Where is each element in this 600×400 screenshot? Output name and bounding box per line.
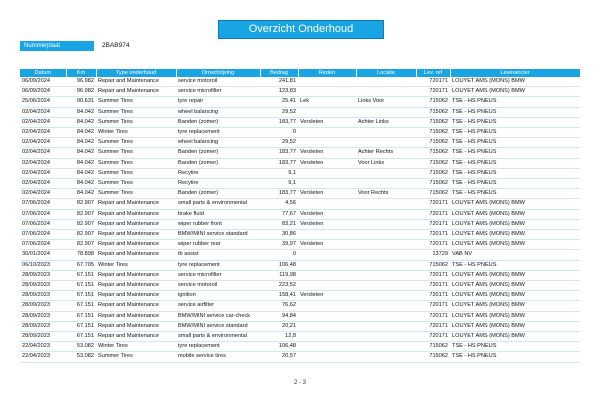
cell-reason	[298, 230, 356, 240]
cell-km: 67.151	[66, 311, 96, 321]
cell-km: 96.982	[66, 77, 96, 87]
table-row	[20, 97, 580, 107]
cell-type: Summer Tires	[96, 107, 176, 117]
cell-reason	[298, 199, 356, 209]
cell-location	[356, 321, 416, 331]
cell-supplier: TSE - HS PNEUS	[450, 342, 580, 352]
column-header-amount: Bedrag	[260, 69, 298, 77]
table-row	[20, 311, 580, 321]
cell-reason: Versleten	[298, 240, 356, 250]
table-row	[20, 321, 580, 331]
cell-description: wiper rubber front	[176, 219, 260, 229]
cell-description: Banden (zomer)	[176, 148, 260, 158]
maintenance-table	[20, 69, 581, 363]
cell-description: ignition	[176, 291, 260, 301]
cell-supplier: TSE - HS PNEUS	[450, 189, 580, 199]
cell-km: 82.907	[66, 209, 96, 219]
cell-location: Achter Rechts	[356, 148, 416, 158]
cell-description: tb assist	[176, 250, 260, 260]
cell-supplier-ref: 715062	[416, 179, 450, 189]
cell-description: tyre repair	[176, 97, 260, 107]
cell-supplier: TSE - HS PNEUS	[450, 179, 580, 189]
cell-reason	[298, 260, 356, 270]
cell-supplier-ref: 720171	[416, 199, 450, 209]
cell-supplier-ref: 715062	[416, 189, 450, 199]
cell-reason	[298, 342, 356, 352]
cell-supplier: LOUYET AMS (MONS) BMW	[450, 332, 580, 342]
cell-description: Recytire	[176, 179, 260, 189]
cell-description: Banden (zomer)	[176, 158, 260, 168]
table-row	[20, 179, 580, 189]
cell-location	[356, 260, 416, 270]
cell-amount: 241,81	[260, 77, 298, 87]
cell-km: 84.042	[66, 168, 96, 178]
cell-amount: 20,21	[260, 321, 298, 331]
cell-supplier-ref: 720171	[416, 209, 450, 219]
cell-type: Repair and Maintenance	[96, 77, 176, 87]
cell-reason	[298, 311, 356, 321]
cell-supplier: LOUYET AMS (MONS) BMW	[450, 281, 580, 291]
cell-supplier-ref: 720171	[416, 230, 450, 240]
cell-description: brake fluid	[176, 209, 260, 219]
cell-reason	[298, 107, 356, 117]
cell-date: 28/09/2023	[20, 321, 66, 331]
cell-amount: 123,83	[260, 87, 298, 97]
cell-description: small parts & environmental	[176, 199, 260, 209]
table-row	[20, 199, 580, 209]
table-row	[20, 240, 580, 250]
cell-amount: 183,77	[260, 189, 298, 199]
cell-reason	[298, 281, 356, 291]
cell-location	[356, 138, 416, 148]
cell-amount: 29,52	[260, 107, 298, 117]
cell-supplier-ref: 715062	[416, 168, 450, 178]
cell-location	[356, 219, 416, 229]
cell-date: 06/09/2024	[20, 77, 66, 87]
cell-reason	[298, 250, 356, 260]
cell-type: Repair and Maintenance	[96, 230, 176, 240]
cell-date: 07/06/2024	[20, 209, 66, 219]
cell-km: 67.705	[66, 260, 96, 270]
cell-km: 90.631	[66, 97, 96, 107]
cell-km: 84.042	[66, 148, 96, 158]
cell-location	[356, 342, 416, 352]
cell-location	[356, 240, 416, 250]
cell-type: Summer Tires	[96, 97, 176, 107]
table-row	[20, 291, 580, 301]
cell-supplier-ref: 715062	[416, 107, 450, 117]
cell-supplier-ref: 715062	[416, 148, 450, 158]
cell-type: Repair and Maintenance	[96, 87, 176, 97]
cell-amount: 158,41	[260, 291, 298, 301]
table-row	[20, 148, 580, 158]
cell-amount: 119,98	[260, 270, 298, 280]
column-header-description: Omschrijving	[176, 69, 260, 77]
cell-description: BMW/MINI service standard	[176, 230, 260, 240]
cell-amount: 39,97	[260, 240, 298, 250]
table-row	[20, 87, 580, 97]
cell-km: 53.082	[66, 342, 96, 352]
cell-supplier-ref: 720171	[416, 301, 450, 311]
cell-location	[356, 209, 416, 219]
cell-location	[356, 311, 416, 321]
cell-reason: Versleten	[298, 158, 356, 168]
cell-amount: 9,1	[260, 179, 298, 189]
cell-location	[356, 230, 416, 240]
cell-km: 82.907	[66, 230, 96, 240]
cell-description: Banden (zomer)	[176, 189, 260, 199]
cell-location	[356, 107, 416, 117]
cell-reason: Versleten	[298, 148, 356, 158]
cell-supplier: TSE - HS PNEUS	[450, 117, 580, 127]
cell-description: tyre replacement	[176, 260, 260, 270]
cell-type: Repair and Maintenance	[96, 270, 176, 280]
column-header-type: Type onderhoud	[96, 69, 176, 77]
cell-type: Repair and Maintenance	[96, 281, 176, 291]
cell-supplier-ref: 715062	[416, 117, 450, 127]
cell-description: BMW/MINI service standard	[176, 321, 260, 331]
cell-location	[356, 352, 416, 362]
cell-type: Winter Tires	[96, 260, 176, 270]
cell-date: 07/06/2024	[20, 219, 66, 229]
cell-reason: Versleten	[298, 291, 356, 301]
cell-reason	[298, 332, 356, 342]
cell-reason	[298, 301, 356, 311]
cell-supplier: LOUYET AMS (MONS) BMW	[450, 87, 580, 97]
table-header-row	[20, 69, 580, 77]
cell-reason: Versleten	[298, 189, 356, 199]
column-header-reason: Reden	[298, 69, 356, 77]
cell-type: Repair and Maintenance	[96, 209, 176, 219]
cell-amount: 76,62	[260, 301, 298, 311]
cell-description: service microfilter	[176, 270, 260, 280]
cell-supplier: TSE - HS PNEUS	[450, 107, 580, 117]
cell-description: service airfilter	[176, 301, 260, 311]
cell-location	[356, 250, 416, 260]
cell-description: small parts & environmental	[176, 332, 260, 342]
cell-reason: Versleten	[298, 209, 356, 219]
cell-supplier-ref: 720171	[416, 270, 450, 280]
cell-km: 96.982	[66, 87, 96, 97]
table-row	[20, 250, 580, 260]
cell-location	[356, 179, 416, 189]
cell-km: 82.907	[66, 219, 96, 229]
cell-supplier-ref: 720171	[416, 219, 450, 229]
cell-description: wheel balancing	[176, 138, 260, 148]
table-row	[20, 209, 580, 219]
cell-supplier-ref: 720171	[416, 332, 450, 342]
table-row	[20, 168, 580, 178]
cell-reason	[298, 270, 356, 280]
cell-type: Repair and Maintenance	[96, 240, 176, 250]
cell-reason: Lek	[298, 97, 356, 107]
cell-date: 28/09/2023	[20, 311, 66, 321]
cell-type: Repair and Maintenance	[96, 301, 176, 311]
cell-supplier-ref: 715062	[416, 97, 450, 107]
cell-km: 67.151	[66, 301, 96, 311]
cell-supplier-ref: 715062	[416, 128, 450, 138]
cell-km: 53.082	[66, 352, 96, 362]
cell-supplier-ref: 715062	[416, 352, 450, 362]
table-row	[20, 301, 580, 311]
cell-description: tyre replacement	[176, 342, 260, 352]
cell-type: Summer Tires	[96, 352, 176, 362]
cell-type: Summer Tires	[96, 189, 176, 199]
cell-type: Repair and Maintenance	[96, 311, 176, 321]
cell-amount: 12,8	[260, 332, 298, 342]
cell-location: Voor Rechts	[356, 189, 416, 199]
table-row	[20, 128, 580, 138]
table-row	[20, 332, 580, 342]
cell-amount: 94,84	[260, 311, 298, 321]
column-header-supplier: Leverancier	[450, 69, 580, 77]
cell-supplier-ref: 720171	[416, 240, 450, 250]
cell-reason	[298, 179, 356, 189]
cell-date: 28/09/2023	[20, 301, 66, 311]
column-header-supplier-ref: Lev. ref	[416, 69, 450, 77]
cell-amount: 20,57	[260, 352, 298, 362]
cell-km: 67.151	[66, 332, 96, 342]
cell-supplier-ref: 715062	[416, 138, 450, 148]
table-row	[20, 77, 580, 87]
cell-km: 84.042	[66, 117, 96, 127]
cell-date: 28/09/2023	[20, 270, 66, 280]
cell-date: 28/09/2023	[20, 332, 66, 342]
table-row	[20, 352, 580, 362]
cell-supplier: TSE - HS PNEUS	[450, 97, 580, 107]
cell-supplier-ref: 720171	[416, 77, 450, 87]
cell-km: 67.151	[66, 281, 96, 291]
cell-supplier-ref: 715062	[416, 260, 450, 270]
cell-date: 25/06/2024	[20, 97, 66, 107]
cell-reason: Versleten	[298, 117, 356, 127]
cell-supplier-ref: 715062	[416, 158, 450, 168]
cell-date: 02/04/2024	[20, 107, 66, 117]
cell-type: Repair and Maintenance	[96, 291, 176, 301]
cell-supplier: TSE - HS PNEUS	[450, 128, 580, 138]
cell-amount: 106,48	[260, 342, 298, 352]
cell-type: Repair and Maintenance	[96, 219, 176, 229]
cell-date: 02/04/2024	[20, 148, 66, 158]
cell-date: 22/04/2023	[20, 352, 66, 362]
cell-reason	[298, 87, 356, 97]
cell-amount: 0	[260, 128, 298, 138]
page-number: 2 - 3	[293, 380, 306, 386]
cell-location	[356, 199, 416, 209]
cell-location: Links Voor	[356, 97, 416, 107]
cell-location: Voor Links	[356, 158, 416, 168]
cell-km: 84.042	[66, 189, 96, 199]
cell-supplier: LOUYET AMS (MONS) BMW	[450, 230, 580, 240]
table-row	[20, 189, 580, 199]
cell-type: Repair and Maintenance	[96, 321, 176, 331]
cell-km: 84.042	[66, 128, 96, 138]
cell-supplier: LOUYET AMS (MONS) BMW	[450, 311, 580, 321]
table-row	[20, 158, 580, 168]
cell-supplier: LOUYET AMS (MONS) BMW	[450, 321, 580, 331]
cell-description: wheel balancing	[176, 107, 260, 117]
cell-date: 02/04/2024	[20, 168, 66, 178]
cell-km: 84.042	[66, 158, 96, 168]
cell-date: 28/09/2023	[20, 281, 66, 291]
cell-description: service microfilter	[176, 87, 260, 97]
plate-value: 2BAB974	[102, 42, 130, 49]
cell-location	[356, 128, 416, 138]
cell-description: service motoroil	[176, 77, 260, 87]
cell-supplier: TSE - HS PNEUS	[450, 168, 580, 178]
table-row	[20, 230, 580, 240]
cell-amount: 29,52	[260, 138, 298, 148]
cell-type: Repair and Maintenance	[96, 199, 176, 209]
cell-supplier: LOUYET AMS (MONS) BMW	[450, 209, 580, 219]
cell-reason	[298, 168, 356, 178]
cell-amount: 0	[260, 250, 298, 260]
cell-date: 02/04/2024	[20, 138, 66, 148]
cell-date: 02/04/2024	[20, 128, 66, 138]
cell-km: 67.151	[66, 291, 96, 301]
page-title: Overzicht Onderhoud	[218, 20, 384, 39]
cell-reason	[298, 321, 356, 331]
cell-supplier: TSE - HS PNEUS	[450, 138, 580, 148]
cell-supplier: TSE - HS PNEUS	[450, 158, 580, 168]
cell-description: Recytire	[176, 168, 260, 178]
table-row	[20, 107, 580, 117]
cell-km: 78.898	[66, 250, 96, 260]
cell-km: 84.042	[66, 107, 96, 117]
cell-date: 28/09/2023	[20, 291, 66, 301]
cell-date: 02/04/2024	[20, 117, 66, 127]
cell-supplier-ref: 720171	[416, 87, 450, 97]
cell-location	[356, 281, 416, 291]
cell-date: 02/04/2024	[20, 158, 66, 168]
cell-supplier: LOUYET AMS (MONS) BMW	[450, 291, 580, 301]
cell-supplier-ref: 720171	[416, 281, 450, 291]
cell-description: wiper rubber rear	[176, 240, 260, 250]
cell-km: 82.907	[66, 240, 96, 250]
cell-date: 02/04/2024	[20, 189, 66, 199]
cell-type: Summer Tires	[96, 168, 176, 178]
cell-reason	[298, 77, 356, 87]
cell-amount: 9,1	[260, 168, 298, 178]
cell-type: Summer Tires	[96, 117, 176, 127]
cell-reason	[298, 128, 356, 138]
cell-amount: 83,21	[260, 219, 298, 229]
table-row	[20, 342, 580, 352]
cell-type: Repair and Maintenance	[96, 332, 176, 342]
cell-supplier: VAB NV	[450, 250, 580, 260]
cell-type: Summer Tires	[96, 148, 176, 158]
cell-km: 82.907	[66, 199, 96, 209]
cell-location	[356, 332, 416, 342]
table-row	[20, 117, 580, 127]
cell-amount: 30,86	[260, 230, 298, 240]
cell-location	[356, 291, 416, 301]
cell-description: tyre replacement	[176, 128, 260, 138]
cell-supplier-ref: 13729	[416, 250, 450, 260]
cell-reason	[298, 352, 356, 362]
cell-supplier: LOUYET AMS (MONS) BMW	[450, 77, 580, 87]
cell-km: 67.151	[66, 321, 96, 331]
cell-location: Achter Links	[356, 117, 416, 127]
table-row	[20, 260, 580, 270]
cell-date: 07/06/2024	[20, 230, 66, 240]
cell-supplier-ref: 715062	[416, 342, 450, 352]
cell-amount: 183,77	[260, 117, 298, 127]
table-row	[20, 281, 580, 291]
cell-description: BMW/MINI service car-check	[176, 311, 260, 321]
column-header-date: Datum	[20, 69, 66, 77]
cell-type: Winter Tires	[96, 128, 176, 138]
cell-date: 07/06/2024	[20, 199, 66, 209]
cell-supplier-ref: 720171	[416, 291, 450, 301]
cell-supplier: LOUYET AMS (MONS) BMW	[450, 199, 580, 209]
cell-amount: 4,56	[260, 199, 298, 209]
cell-description: Banden (zomer)	[176, 117, 260, 127]
cell-type: Summer Tires	[96, 158, 176, 168]
cell-amount: 183,77	[260, 158, 298, 168]
cell-date: 06/09/2024	[20, 87, 66, 97]
cell-supplier: TSE - HS PNEUS	[450, 352, 580, 362]
plate-label: Nummerplaat	[20, 41, 94, 51]
cell-supplier: LOUYET AMS (MONS) BMW	[450, 219, 580, 229]
cell-supplier: LOUYET AMS (MONS) BMW	[450, 270, 580, 280]
cell-supplier: TSE - HS PNEUS	[450, 148, 580, 158]
cell-supplier-ref: 720171	[416, 321, 450, 331]
table-row	[20, 219, 580, 229]
cell-reason	[298, 138, 356, 148]
cell-location	[356, 270, 416, 280]
cell-location	[356, 168, 416, 178]
cell-date: 30/01/2024	[20, 250, 66, 260]
cell-amount: 77,67	[260, 209, 298, 219]
cell-description: mobile service tires	[176, 352, 260, 362]
cell-description: service motoroil	[176, 281, 260, 291]
cell-location	[356, 301, 416, 311]
cell-type: Summer Tires	[96, 179, 176, 189]
cell-date: 07/06/2024	[20, 240, 66, 250]
cell-location	[356, 87, 416, 97]
cell-date: 02/04/2024	[20, 179, 66, 189]
cell-amount: 25,41	[260, 97, 298, 107]
cell-date: 22/04/2023	[20, 342, 66, 352]
table-row	[20, 138, 580, 148]
cell-type: Summer Tires	[96, 138, 176, 148]
cell-date: 06/10/2023	[20, 260, 66, 270]
cell-amount: 106,48	[260, 260, 298, 270]
cell-amount: 183,77	[260, 148, 298, 158]
cell-supplier: TSE - HS PNEUS	[450, 260, 580, 270]
cell-type: Repair and Maintenance	[96, 250, 176, 260]
cell-supplier: LOUYET AMS (MONS) BMW	[450, 301, 580, 311]
cell-type: Winter Tires	[96, 342, 176, 352]
cell-supplier-ref: 720171	[416, 311, 450, 321]
cell-location	[356, 77, 416, 87]
cell-km: 84.042	[66, 179, 96, 189]
cell-amount: 223,52	[260, 281, 298, 291]
cell-km: 84.042	[66, 138, 96, 148]
cell-supplier: LOUYET AMS (MONS) BMW	[450, 240, 580, 250]
column-header-location: Locatie	[356, 69, 416, 77]
column-header-km: Km	[66, 69, 96, 77]
cell-km: 67.151	[66, 270, 96, 280]
cell-reason: Versleten	[298, 219, 356, 229]
table-row	[20, 270, 580, 280]
